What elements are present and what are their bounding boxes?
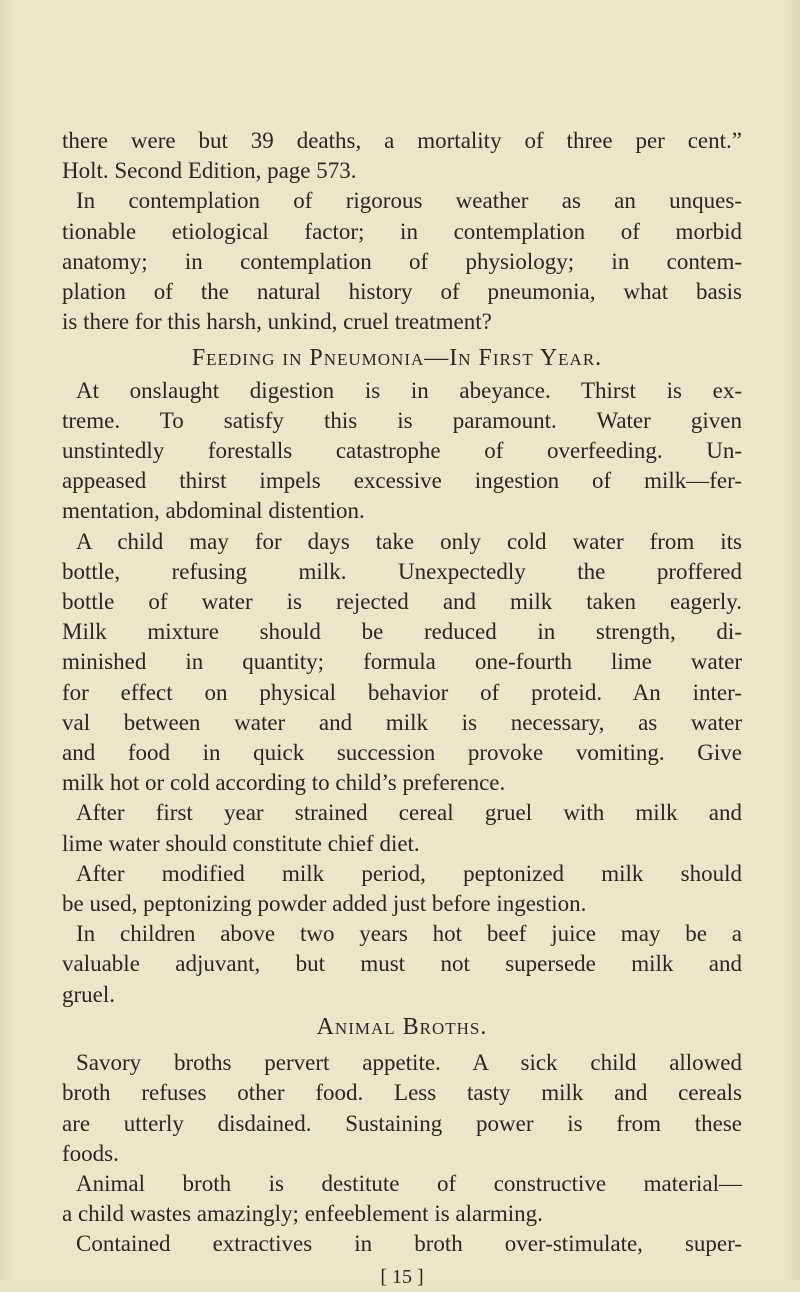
paragraph (62, 1229, 742, 1259)
text-line: milk hot or cold according to child’s preference. (62, 770, 506, 796)
page-body (62, 126, 742, 1292)
text-line: for effect on physical behavior of proteid. An inter- (62, 679, 742, 705)
text-line: Contained extractives in broth over-stimulate, super- (76, 1231, 742, 1257)
text-line: gruel. (62, 981, 116, 1007)
text-line: val between water and milk is necessary, as water (62, 709, 742, 735)
text-line: After first year strained cereal gruel with milk and (76, 800, 742, 826)
text-line: Holt. Second Edition, page 573. (62, 158, 357, 184)
paragraph (62, 376, 742, 527)
text-line: plation of the natural history of pneumonia, what basis (62, 279, 742, 305)
paragraph (62, 798, 742, 858)
text-line: there were but 39 deaths, a mortality of three per cent.” (62, 128, 742, 153)
text-line: and food in quick succession provoke vomiting. Give (62, 740, 742, 766)
section-heading: Feeding in Pneumonia—In First Year. (191, 345, 603, 372)
text-line: mentation, abdominal distention. (62, 498, 365, 524)
text-line: a child wastes amazingly; enfeeblement is alarming. (62, 1201, 543, 1227)
text-line: broth refuses other food. Less tasty milk and cereals (62, 1080, 742, 1106)
paragraph (62, 1048, 742, 1169)
text-line: unstintedly forestalls catastrophe of overfeeding. Un- (62, 438, 742, 464)
text-line: In children above two years hot beef juice may be a (76, 921, 742, 947)
text-line: be used, peptonizing powder added just before ingestion. (62, 891, 587, 917)
text-line: In contemplation of rigorous weather as an unques- (76, 188, 742, 214)
text-line: A child may for days take only cold water from its (76, 528, 742, 554)
text-line: foods. (62, 1140, 119, 1166)
text-line: are utterly disdained. Sustaining power is from these (62, 1110, 742, 1136)
paragraph (62, 919, 742, 1010)
page-number: [ 15 ] (380, 1265, 424, 1288)
text-line: Savory broths pervert appetite. A sick child allowed (76, 1050, 742, 1076)
paragraph (62, 186, 742, 337)
paragraph (62, 126, 742, 186)
text-line: bottle, refusing milk. Unexpectedly the proffered (62, 558, 742, 584)
text-line: After modified milk period, peptonized milk should (76, 860, 742, 886)
text-line: bottle of water is rejected and milk taken eagerly. (62, 589, 742, 615)
text-line: valuable adjuvant, but must not supersede milk and (62, 951, 742, 977)
section-heading: Animal Broths. (316, 1013, 488, 1040)
text-line: is there for this harsh, unkind, cruel treatment? (62, 309, 492, 335)
paragraph (62, 1169, 742, 1229)
text-line: tionable etiological factor; in contemplation of morbid (62, 218, 742, 244)
text-line: anatomy; in contemplation of physiology; in contem- (62, 248, 742, 274)
text-line: At onslaught digestion is in abeyance. Thirst is ex- (76, 377, 742, 403)
text-line: lime water should constitute chief diet. (62, 830, 420, 856)
text-line: minished in quantity; formula one-fourth lime water (62, 649, 742, 675)
text-line: Milk mixture should be reduced in strength, di- (62, 619, 742, 645)
text-line: treme. To satisfy this is paramount. Water given (62, 407, 742, 433)
paragraph (62, 527, 742, 799)
text-line: appeased thirst impels excessive ingestion of milk—fer- (62, 468, 742, 494)
text-line: Animal broth is destitute of constructive material— (76, 1170, 742, 1196)
paragraph (62, 859, 742, 919)
